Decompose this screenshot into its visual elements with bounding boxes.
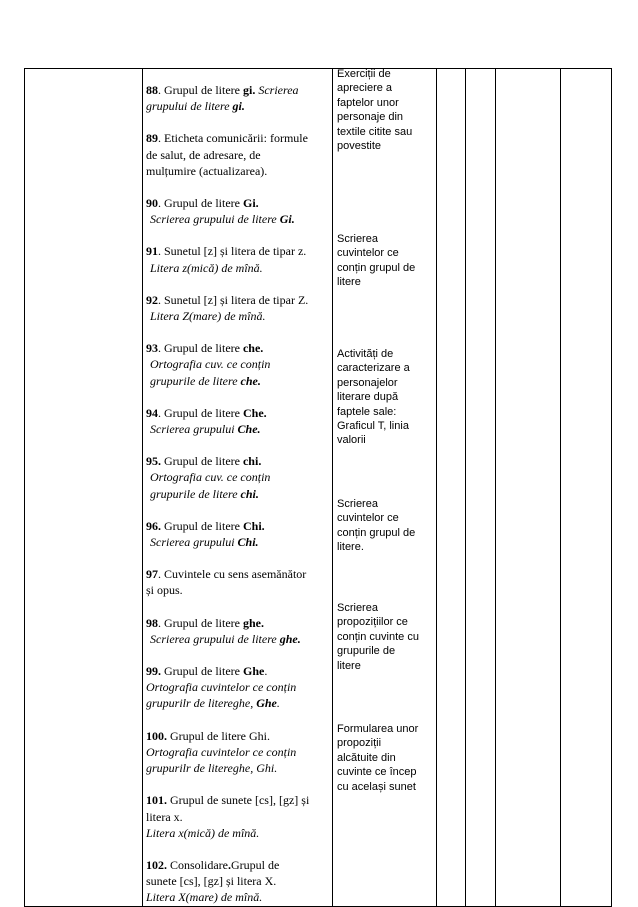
lesson-number: 101.	[146, 793, 167, 808]
lesson-text: Grupul de litere	[161, 664, 243, 679]
lesson-text: . Eticheta comunicării: formule	[158, 131, 308, 146]
activity-line: Scrierea	[337, 602, 378, 614]
lesson-number: 91	[146, 244, 158, 259]
lesson-text: Scrierea grupului	[150, 535, 238, 550]
lesson-94	[146, 405, 330, 437]
lesson-number: 96.	[146, 518, 161, 533]
lesson-number: 94	[146, 405, 158, 420]
lesson-text: Scrierea grupului de litere	[150, 212, 280, 227]
lesson-91	[146, 243, 330, 275]
activity-line: Graficul T, linia	[337, 420, 409, 433]
lesson-text: Grupul de	[231, 857, 280, 872]
lesson-line	[146, 615, 330, 631]
curriculum-table	[24, 68, 612, 907]
lesson-101	[146, 792, 330, 841]
empty-cell-col5	[466, 69, 496, 907]
empty-cell-col1	[25, 69, 143, 907]
activity-line: alcătuite din	[337, 751, 396, 764]
lesson-text: Grupul de sunete [cs], [gz] și	[167, 793, 310, 808]
lesson-group: Ghe	[256, 696, 277, 711]
lesson-line	[146, 405, 330, 421]
activity-line: propozițiilor ce	[337, 616, 408, 629]
activity-line: cuvinte ce încep	[337, 766, 417, 779]
lesson-text: . Grupul de litere	[158, 341, 243, 356]
lesson-text: . Grupul de litere	[158, 83, 243, 97]
lesson-number: 99.	[146, 664, 161, 679]
lesson-line: de salut, de adresare, de	[146, 147, 261, 162]
activity-line: propoziții	[337, 737, 382, 750]
lesson-group: chi.	[242, 454, 262, 469]
activity-line: textile citite sau	[337, 125, 413, 138]
lesson-text: Scrierea grupului de litere	[150, 631, 280, 646]
lessons-list	[143, 69, 332, 906]
lesson-99	[146, 663, 330, 712]
lesson-line: sunete [cs], [gz] și litera X.	[146, 874, 277, 889]
lesson-line	[146, 211, 330, 227]
lesson-line: Ortografia cuv. ce conțin	[150, 470, 271, 485]
lesson-100	[146, 728, 330, 777]
lesson-90	[146, 195, 330, 227]
activity-block	[335, 347, 410, 448]
lesson-text: .	[276, 696, 280, 711]
activity-line: conțin grupul de	[337, 526, 416, 539]
lesson-text: Scrierea grupului	[150, 422, 238, 437]
lesson-number: 98	[146, 615, 158, 630]
lesson-92	[146, 292, 330, 324]
activity-block	[335, 67, 412, 153]
lesson-line	[146, 518, 330, 534]
lesson-line: Litera z(mică) de mînă.	[150, 260, 263, 275]
lesson-number: 92	[146, 292, 158, 307]
lesson-text: grupului de litere	[146, 99, 233, 114]
lesson-line	[146, 631, 330, 647]
activity-line: faptelor unor	[337, 96, 399, 109]
lesson-line	[146, 792, 330, 808]
activity-line: cu același sunet	[337, 780, 416, 793]
lesson-98	[146, 615, 330, 647]
table-row	[25, 69, 612, 907]
lesson-number: 97	[146, 567, 158, 582]
lesson-line	[146, 566, 330, 582]
activity-line: valorii	[337, 434, 366, 447]
lesson-text: . Cuvintele cu sens asemănător	[158, 567, 307, 582]
lesson-group: Chi.	[242, 518, 265, 533]
activity-block	[335, 722, 418, 794]
lesson-88	[146, 82, 330, 114]
lesson-text: Grupul de litere	[161, 518, 243, 533]
activity-line: personaje din	[337, 111, 404, 124]
lesson-number: 93	[146, 341, 158, 356]
activity-line: Exerciții de	[337, 68, 391, 80]
lesson-line	[146, 195, 330, 211]
activity-line: litere	[337, 659, 361, 672]
activity-line: apreciere a	[337, 82, 393, 95]
lesson-93	[146, 340, 330, 389]
activity-block	[335, 232, 415, 290]
lesson-line	[146, 243, 330, 259]
lesson-text: grupurilr de litereghe,	[146, 696, 257, 711]
lesson-group: ghe.	[242, 615, 264, 630]
lesson-97	[146, 566, 330, 598]
lesson-text: . Sunetul [z] și litera de tipar Z.	[158, 292, 309, 307]
activity-line: Formularea unor	[337, 723, 419, 735]
activity-line: personajelor	[337, 376, 398, 389]
lesson-number: 88	[146, 83, 158, 97]
lesson-group: gi.	[232, 99, 245, 114]
lesson-96	[146, 518, 330, 550]
lesson-text: grupurile de litere	[150, 486, 241, 501]
lesson-95	[146, 453, 330, 502]
lesson-text: grupurile de litere	[150, 373, 241, 388]
empty-cell-col4	[437, 69, 466, 907]
lesson-group: chi.	[240, 486, 259, 501]
lesson-group: ghe.	[279, 631, 301, 646]
lessons-cell	[143, 69, 333, 907]
lesson-89	[146, 130, 330, 179]
lesson-line: Litera X(mare) de mînă.	[146, 890, 263, 905]
lesson-group: Gi.	[242, 196, 259, 211]
activity-line: caracterizare a	[337, 362, 410, 375]
lesson-line	[146, 453, 330, 469]
lesson-text: .	[264, 664, 268, 679]
empty-cell-col7	[561, 69, 612, 907]
activity-line: grupurile de	[337, 645, 396, 658]
activity-line: literare după	[337, 391, 399, 404]
lesson-line	[146, 534, 330, 550]
lesson-text: Consolidare	[167, 857, 228, 872]
lesson-line	[146, 421, 330, 437]
lesson-group: Ghe	[242, 664, 265, 679]
lesson-number: 89	[146, 131, 158, 146]
lesson-line: mulțumire (actualizarea).	[146, 163, 268, 178]
lesson-line: Ortografia cuvintelor ce conțin	[146, 680, 297, 695]
activity-line: Scrierea	[337, 233, 378, 245]
lesson-line: Ortografia cuvintelor ce conțin	[146, 744, 297, 759]
lesson-group: Chi.	[237, 535, 259, 550]
lesson-text: . Grupul de litere	[158, 615, 243, 630]
empty-cell-col6	[496, 69, 561, 907]
lesson-line: Litera Z(mare) de mînă.	[150, 309, 266, 324]
lesson-text: Grupul de litere Ghi.	[167, 728, 270, 743]
lesson-line: litera x.	[146, 809, 183, 824]
lesson-line	[146, 728, 330, 744]
lesson-group: Che.	[242, 405, 267, 420]
lesson-line	[146, 82, 330, 98]
lesson-number: 90	[146, 196, 158, 211]
activity-line: povestite	[337, 140, 382, 153]
lesson-text: . Grupul de litere	[158, 196, 243, 211]
lesson-text: . Sunetul [z] și litera de tipar z.	[158, 244, 307, 259]
lesson-group: che.	[242, 341, 264, 356]
lesson-line	[146, 130, 330, 146]
activity-line: Activități de	[337, 348, 394, 360]
lesson-line: grupurilr de litereghe, Ghi.	[146, 761, 278, 776]
activity-line: Scrierea	[337, 498, 378, 510]
lesson-text: . Grupul de litere	[158, 405, 243, 420]
activity-line: conțin grupul de	[337, 261, 416, 274]
lesson-number: 100.	[146, 728, 167, 743]
lesson-line	[146, 695, 330, 711]
activity-line: cuvintelor ce	[337, 247, 399, 260]
activity-line: faptele sale:	[337, 405, 397, 418]
lesson-line: Litera x(mică) de mînă.	[146, 825, 260, 840]
lesson-line	[146, 486, 330, 502]
activity-line: litere	[337, 276, 361, 289]
lesson-line	[146, 373, 330, 389]
lesson-text: Scrierea	[255, 83, 299, 97]
lesson-group: che.	[240, 373, 261, 388]
lesson-number: 95.	[146, 454, 161, 469]
lesson-line	[146, 98, 330, 114]
lesson-group: Gi.	[279, 212, 295, 227]
lesson-line: Ortografia cuv. ce conțin	[150, 357, 271, 372]
lesson-line	[146, 340, 330, 356]
activity-line: cuvintelor ce	[337, 512, 399, 525]
activity-line: conțin cuvinte cu	[337, 630, 419, 643]
activity-block	[335, 601, 419, 673]
lesson-line: și opus.	[146, 583, 183, 598]
lesson-text: .	[228, 857, 231, 872]
lesson-number: 102.	[146, 857, 167, 872]
lesson-group: gi.	[242, 83, 256, 97]
lesson-line	[146, 857, 330, 873]
lesson-group: Che.	[237, 422, 261, 437]
lesson-line	[146, 663, 330, 679]
lesson-text: Grupul de litere	[161, 454, 243, 469]
activity-line: litere.	[337, 541, 364, 554]
activity-block	[335, 497, 415, 555]
lesson-102	[146, 857, 330, 906]
lesson-line	[146, 292, 330, 308]
